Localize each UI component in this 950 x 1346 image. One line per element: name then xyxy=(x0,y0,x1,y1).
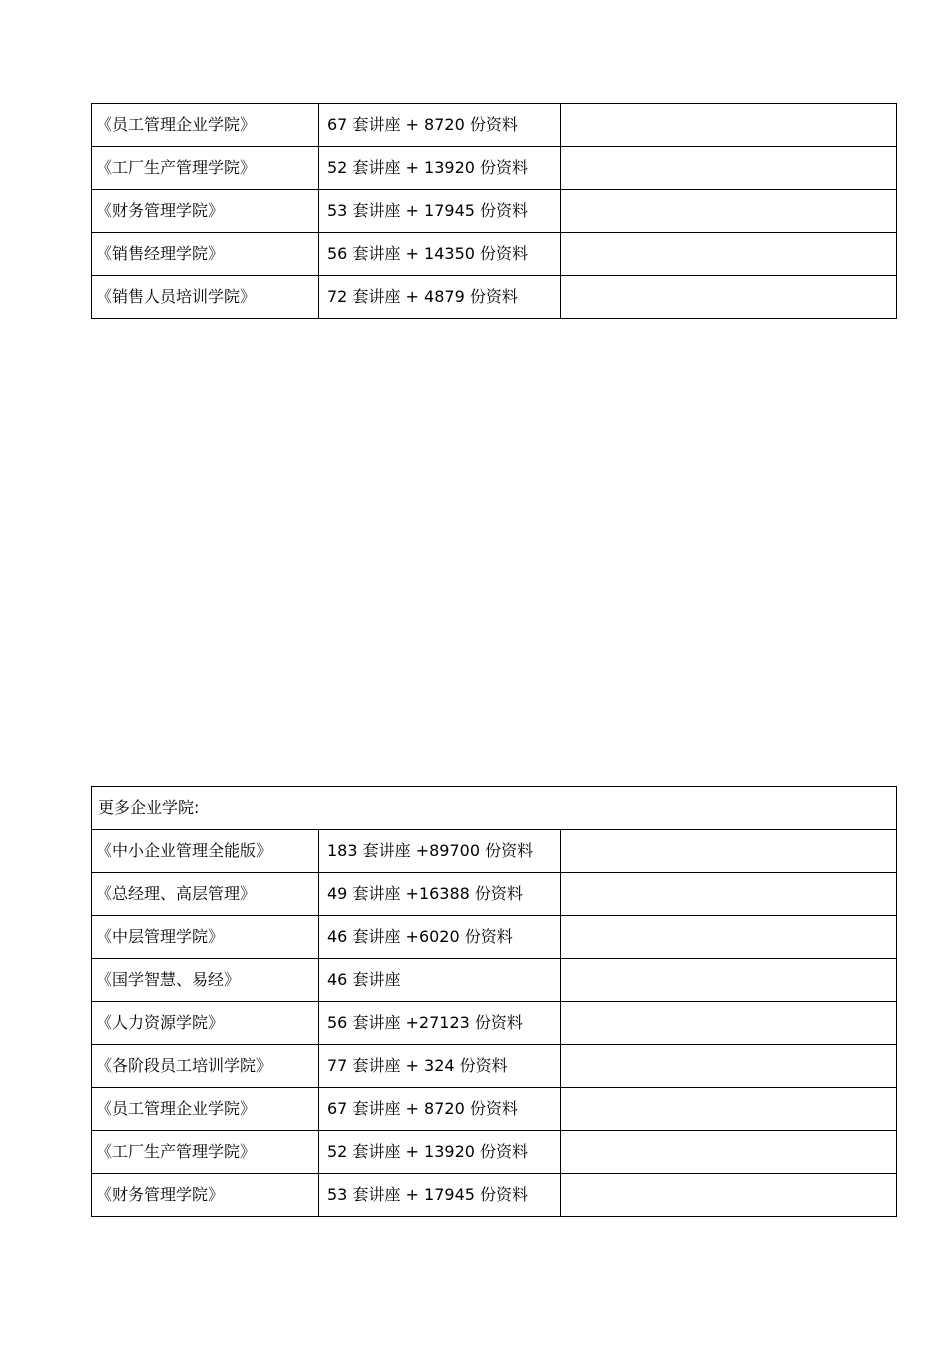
empty-cell xyxy=(561,1088,897,1131)
empty-cell xyxy=(561,190,897,233)
empty-cell xyxy=(561,104,897,147)
college-name: 《财务管理学院》 xyxy=(92,1174,319,1217)
college-content-count: 52 套讲座 + 13920 份资料 xyxy=(319,1131,561,1174)
table-row xyxy=(92,959,897,1002)
empty-cell xyxy=(561,830,897,873)
college-content-count: 77 套讲座 + 324 份资料 xyxy=(319,1045,561,1088)
college-name: 《员工管理企业学院》 xyxy=(92,104,319,147)
college-content-count: 53 套讲座 + 17945 份资料 xyxy=(319,1174,561,1217)
table-row xyxy=(92,104,897,147)
college-name: 《总经理、高层管理》 xyxy=(92,873,319,916)
table-row xyxy=(92,233,897,276)
empty-cell xyxy=(561,276,897,319)
college-table-2 xyxy=(91,786,897,1217)
table-header-row xyxy=(92,787,897,830)
college-name: 《工厂生产管理学院》 xyxy=(92,147,319,190)
table-row xyxy=(92,1174,897,1217)
college-name: 《员工管理企业学院》 xyxy=(92,1088,319,1131)
table-row xyxy=(92,190,897,233)
college-content-count: 49 套讲座 +16388 份资料 xyxy=(319,873,561,916)
empty-cell xyxy=(561,873,897,916)
table-row xyxy=(92,830,897,873)
college-name: 《中小企业管理全能版》 xyxy=(92,830,319,873)
college-content-count: 72 套讲座 + 4879 份资料 xyxy=(319,276,561,319)
empty-cell xyxy=(561,147,897,190)
table-row xyxy=(92,1045,897,1088)
empty-cell xyxy=(561,916,897,959)
table-row xyxy=(92,147,897,190)
table-row xyxy=(92,1131,897,1174)
college-content-count: 56 套讲座 +27123 份资料 xyxy=(319,1002,561,1045)
college-content-count: 67 套讲座 + 8720 份资料 xyxy=(319,104,561,147)
college-content-count: 52 套讲座 + 13920 份资料 xyxy=(319,147,561,190)
college-content-count: 46 套讲座 xyxy=(319,959,561,1002)
college-name: 《财务管理学院》 xyxy=(92,190,319,233)
college-table-1 xyxy=(91,103,897,319)
table-row xyxy=(92,873,897,916)
college-content-count: 46 套讲座 +6020 份资料 xyxy=(319,916,561,959)
college-name: 《各阶段员工培训学院》 xyxy=(92,1045,319,1088)
empty-cell xyxy=(561,1131,897,1174)
college-name: 《人力资源学院》 xyxy=(92,1002,319,1045)
empty-cell xyxy=(561,1002,897,1045)
empty-cell xyxy=(561,1045,897,1088)
table-row xyxy=(92,916,897,959)
college-name: 《销售经理学院》 xyxy=(92,233,319,276)
college-content-count: 183 套讲座 +89700 份资料 xyxy=(319,830,561,873)
table-row xyxy=(92,276,897,319)
college-content-count: 67 套讲座 + 8720 份资料 xyxy=(319,1088,561,1131)
college-name: 《销售人员培训学院》 xyxy=(92,276,319,319)
more-colleges-heading: 更多企业学院: xyxy=(92,787,897,830)
college-name: 《中层管理学院》 xyxy=(92,916,319,959)
college-name: 《工厂生产管理学院》 xyxy=(92,1131,319,1174)
empty-cell xyxy=(561,959,897,1002)
empty-cell xyxy=(561,1174,897,1217)
empty-cell xyxy=(561,233,897,276)
college-name: 《国学智慧、易经》 xyxy=(92,959,319,1002)
table-row xyxy=(92,1002,897,1045)
table-row xyxy=(92,1088,897,1131)
college-content-count: 56 套讲座 + 14350 份资料 xyxy=(319,233,561,276)
college-content-count: 53 套讲座 + 17945 份资料 xyxy=(319,190,561,233)
